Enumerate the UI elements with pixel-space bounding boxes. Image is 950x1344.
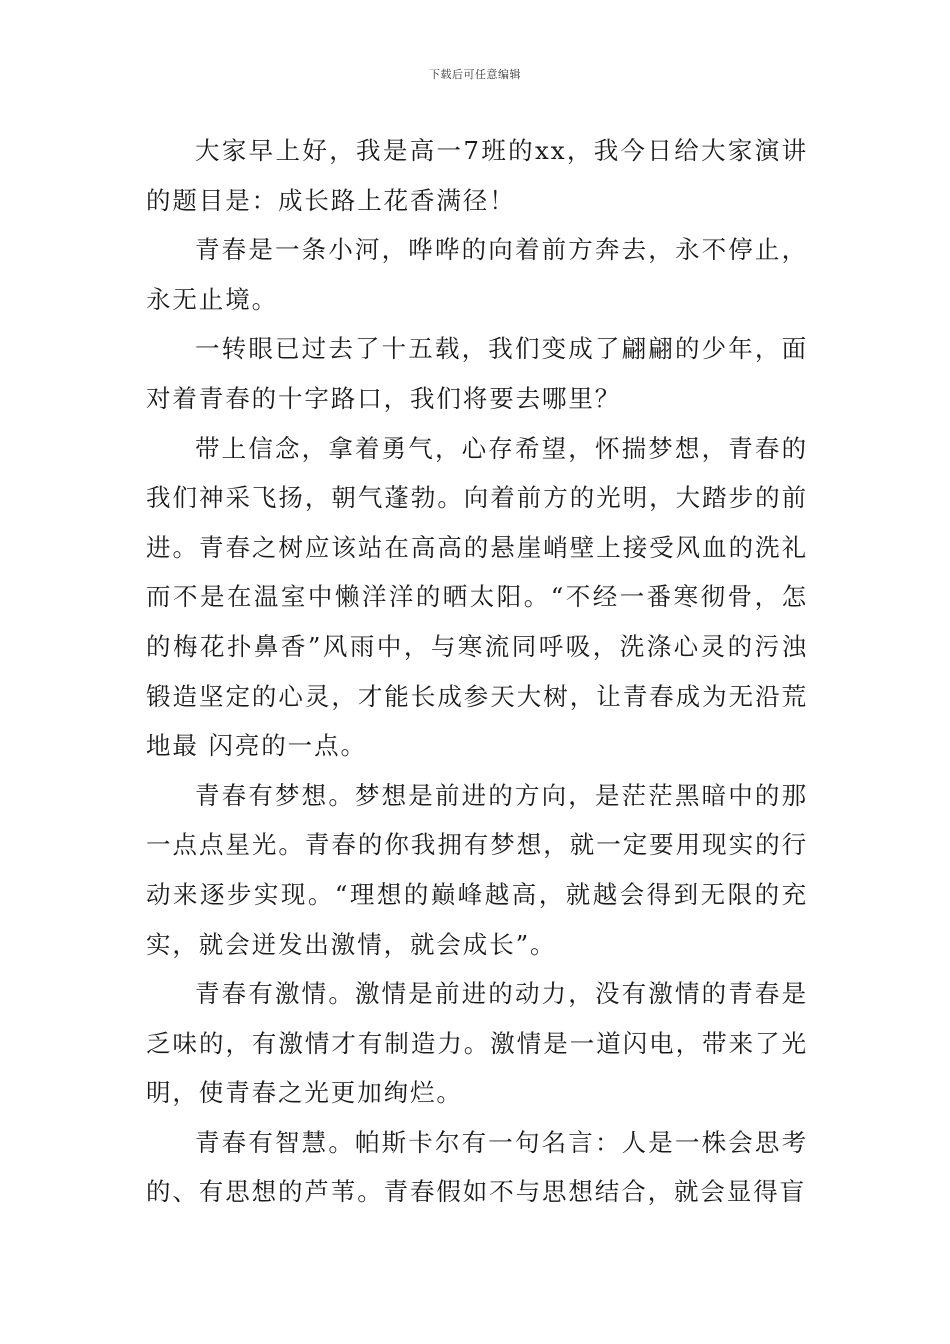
paragraph-5: 青春有梦想。梦想是前进的方向，是茫茫黑暗中的那一点点星光。青春的你我拥有梦想，就一定要用现实的行动来逐步实现。“理想的巅峰越高，就越会得到无限的充实，就会迸发出激情，就会成长”。 — [146, 780, 808, 959]
paragraph-4: 带上信念，拿着勇气，心存希望，怀揣梦想，青春的我们神采飞扬，朝气蓬勃。向着前方的光明，大踏步的前进。青春之树应该站在高高的悬崖峭壁上接受风血的洗礼而不是在温室中懒洋洋的晒太阳。“不经一番寒彻骨，怎的梅花扑鼻香”风雨中，与寒流同呼吸，洗涤心灵的污浊锻造坚定的心灵，才能长成参天大树，让青春成为无沿荒地最 闪亮的一点。 — [146, 433, 808, 761]
speech-body — [146, 126, 808, 1217]
paragraph-7: 青春有智慧。帕斯卡尔有一句名言：人是一株会思考的、有思想的芦苇。青春假如不与思想结合，就会显得盲 — [146, 1127, 808, 1207]
paragraph-3: 一转眼已过去了十五载，我们变成了翩翩的少年，面对着青春的十字路口，我们将要去哪里？ — [146, 334, 808, 413]
paragraph-2: 青春是一条小河，哗哗的向着前方奔去，永不停止，永无止境。 — [146, 235, 808, 314]
paragraph-1: 大家早上好，我是高一7班的xx，我今日给大家演讲的题目是：成长路上花香满径！ — [146, 136, 808, 215]
paragraph-6: 青春有激情。激情是前进的动力，没有激情的青春是乏味的，有激情才有制造力。激情是一道闪电，带来了光明，使青春之光更加绚烂。 — [146, 979, 808, 1108]
page-header-note: 下载后可任意编辑 — [429, 68, 521, 81]
